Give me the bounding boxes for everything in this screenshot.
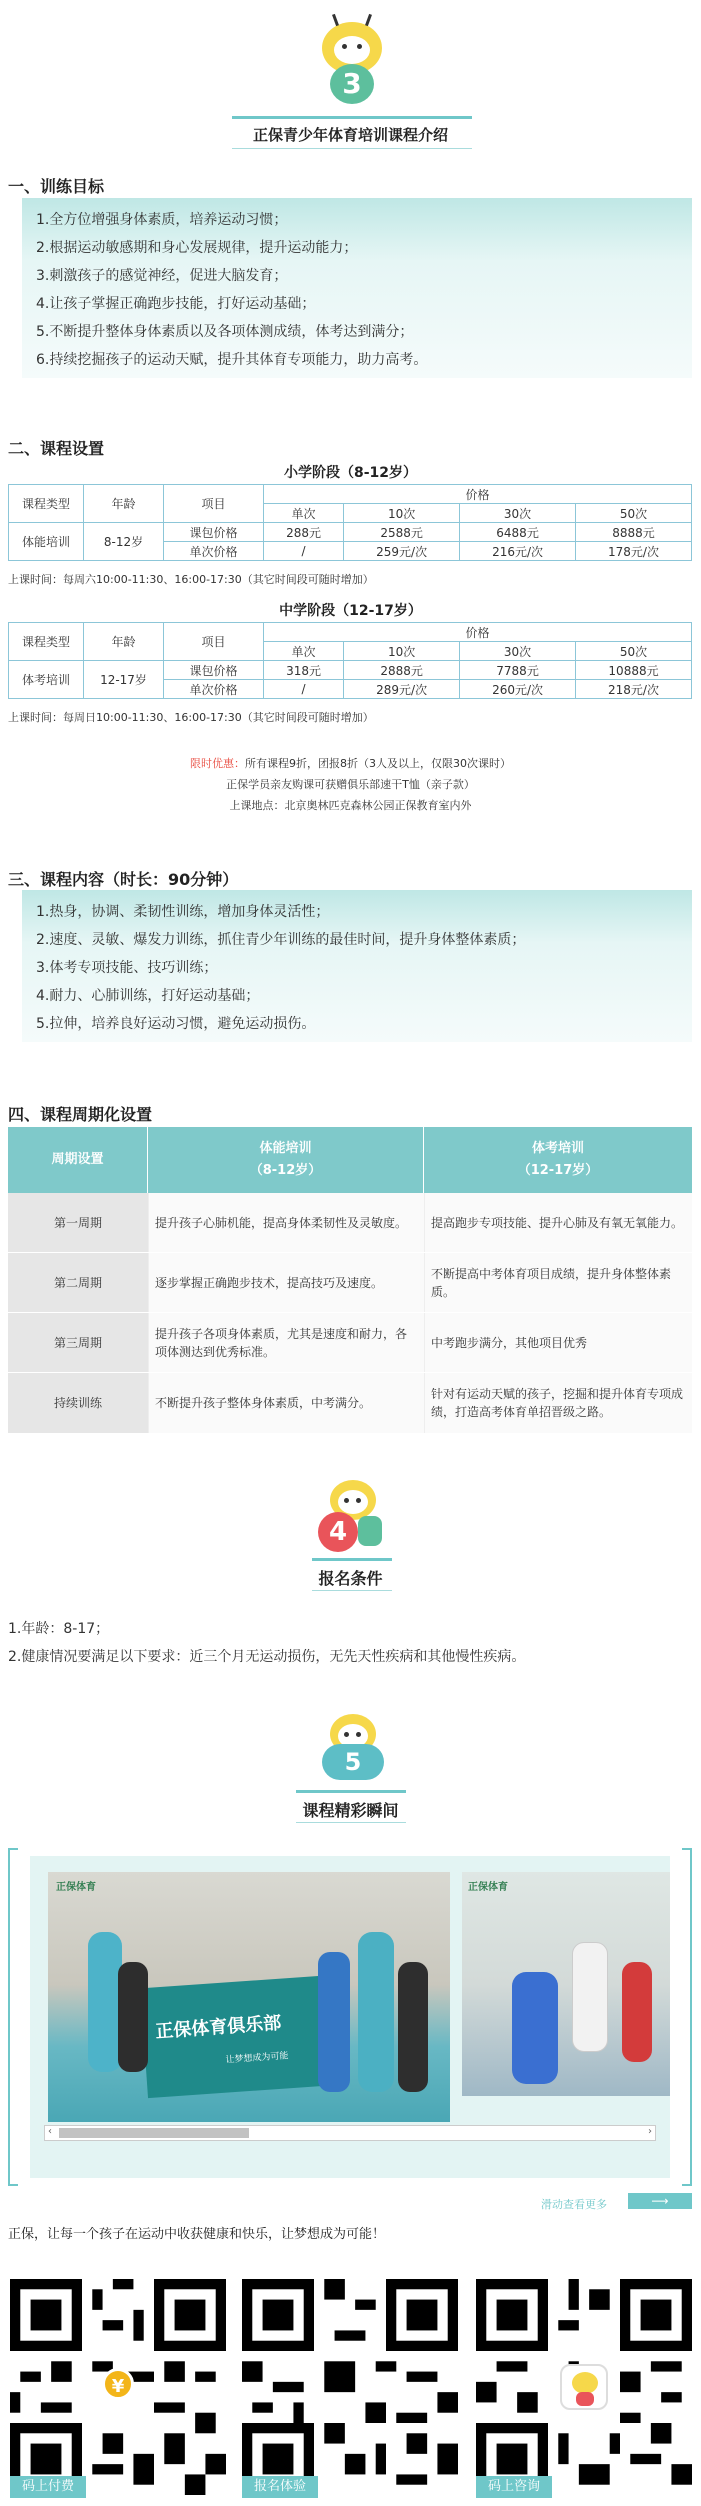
scroll-left-icon[interactable]: ‹ [48,2126,52,2137]
goal-item: 4.让孩子掌握正确跑步技能，打好运动基础； [36,296,316,312]
gallery-title-line [296,1790,406,1793]
banner-text: 正保体育俱乐部 [154,2012,282,2043]
banner-subtext: 让梦想成为可能 [225,2051,289,2066]
scroll-hint: 滑动查看更多 [541,2198,607,2211]
period-name: 第一周期 [8,1193,148,1252]
table-header: 课程类型 [9,485,84,523]
badge-number: 3 [330,64,374,104]
table-header: 10次 [344,504,460,523]
table-cell: 12-17岁 [84,661,164,699]
qr-code-pay[interactable] [10,2278,226,2496]
gallery-photo-2[interactable] [462,1872,670,2096]
table-header: 30次 [460,504,576,523]
table-cell: 6488元 [460,523,576,542]
table-cell: / [264,542,344,561]
period-cell: 中考跑步满分，其他项目优秀 [424,1313,692,1372]
table-cell: 178元/次 [576,542,692,561]
goal-item: 5.不断提升整体身体素质以及各项体测成绩，体考达到满分； [36,324,414,340]
period-cell: 逐步掌握正确跑步技术，提高技巧及速度。 [148,1253,424,1312]
promo-label: 限时优惠： [190,757,245,770]
middle-price-table [8,622,692,699]
middle-stage-title: 中学阶段（12-17岁） [279,603,422,619]
section-heading-courses: 二、课程设置 [8,439,105,458]
table-header: 年龄 [84,623,164,661]
mascot-3-icon [312,14,392,106]
promo-line [0,755,701,771]
primary-class-time: 上课时间：每周六10:00-11:30、16:00-17:30（其它时间段可随时增加） [8,573,374,586]
goal-item: 6.持续挖掘孩子的运动天赋，提升其体育专项能力，助力高考。 [36,352,428,368]
primary-stage-title: 小学阶段（8-12岁） [283,465,418,481]
signup-item: 1.年龄：8-17； [8,1621,110,1637]
table-header: 10次 [344,642,460,661]
period-cell: 不断提高中考体育项目成绩，提升身体整体素质。 [424,1253,692,1312]
content-item: 2.速度、灵敏、爆发力训练，抓住青少年训练的最佳时间，提升身体整体素质； [36,932,526,948]
logo-text: 正保体育 [56,1882,96,1893]
content-item: 1.热身，协调、柔韧性训练，增加身体灵活性； [36,904,330,920]
table-header: 单次 [264,504,344,523]
signup-title: 报名条件 [318,1569,383,1588]
goals-box [22,198,692,378]
badge-number: 4 [318,1512,358,1552]
section-heading-content: 三、课程内容（时长：90分钟） [8,870,239,889]
signup-title-line-bottom [312,1590,392,1591]
table-cell: / [264,680,344,699]
badge-number: 5 [322,1744,384,1780]
primary-price-table [8,484,692,561]
table-header: 项目 [164,623,264,661]
signup-title-line [312,1558,392,1561]
period-head-cell: 体能培训 （8-12岁） [148,1127,424,1193]
table-cell: 259元/次 [344,542,460,561]
location-line: 上课地点：北京奥林匹克森林公园正保教育室内外 [229,799,472,812]
gallery-title-line-bottom [296,1822,406,1823]
content-item: 4.耐力、心肺训练，打好运动基础； [36,988,260,1004]
gallery-title: 课程精彩瞬间 [302,1801,399,1820]
table-cell: 7788元 [460,661,576,680]
qr-pattern [242,2278,458,2496]
table-header: 价格 [264,623,692,642]
table-header: 50次 [576,642,692,661]
period-name: 第二周期 [8,1253,148,1312]
period-cell: 提高跑步专项技能、提升心肺及有氧无氧能力。 [424,1193,692,1252]
mascot-4-icon [316,1476,388,1554]
qr-label-pay: 码上付费 [10,2476,86,2498]
period-cell: 针对有运动天赋的孩子，挖掘和提升体育专项成绩，打造高考体育单招晋级之路。 [424,1373,692,1433]
qr-code-consult[interactable] [476,2278,692,2496]
table-header: 课程类型 [9,623,84,661]
promo-text: 所有课程9折，团报8折（3人及以上，仅限30次课时） [245,757,511,770]
gallery-scrollbar[interactable] [44,2125,656,2141]
period-head-cell: 体考培训 （12-17岁） [424,1127,692,1193]
mascot-logo-icon [560,2364,608,2410]
table-cell: 318元 [264,661,344,680]
period-name: 持续训练 [8,1373,148,1433]
period-head-cell: 周期设置 [8,1127,148,1193]
section-heading-period: 四、课程周期化设置 [8,1105,153,1124]
table-header: 价格 [264,485,692,504]
gift-line: 正保学员亲友购课可获赠俱乐部速干T恤（亲子款） [226,778,475,791]
pay-coin-icon: ¥ [102,2368,134,2400]
table-cell: 260元/次 [460,680,576,699]
table-header: 50次 [576,504,692,523]
table-header: 项目 [164,485,264,523]
page-title: 正保青少年体育培训课程介绍 [252,126,448,144]
table-cell: 10888元 [576,661,692,680]
period-cell: 提升孩子各项身体素质，尤其是速度和耐力，各项体测达到优秀标准。 [148,1313,424,1372]
content-item: 5.拉伸，培养良好运动习惯，避免运动损伤。 [36,1016,316,1032]
mascot-5-icon [318,1710,388,1782]
table-cell: 288元 [264,523,344,542]
period-table [8,1127,692,1433]
table-cell: 216元/次 [460,542,576,561]
period-cell: 不断提升孩子整体身体素质，中考满分。 [148,1373,424,1433]
goal-item: 1.全方位增强身体素质，培养运动习惯； [36,212,288,228]
table-header: 单次 [264,642,344,661]
slogan: 正保，让每一个孩子在运动中收获健康和快乐，让梦想成为可能！ [8,2227,386,2242]
table-header: 30次 [460,642,576,661]
signup-item: 2.健康情况要满足以下要求：近三个月无运动损伤，无先天性疾病和其他慢性疾病。 [8,1649,526,1665]
table-cell: 2888元 [344,661,460,680]
table-cell: 2588元 [344,523,460,542]
title-underline-bottom [232,148,472,149]
qr-label-trial: 报名体验 [242,2476,318,2498]
period-cell: 提升孩子心肺机能，提高身体柔韧性及灵敏度。 [148,1193,424,1252]
period-name: 第三周期 [8,1313,148,1372]
scrollbar-thumb[interactable] [59,2128,249,2138]
table-cell: 8888元 [576,523,692,542]
goal-item: 3.刺激孩子的感觉神经，促进大脑发育； [36,268,288,284]
content-item: 3.体考专项技能、技巧训练； [36,960,218,976]
section-heading-goals: 一、训练目标 [8,177,105,196]
table-cell: 单次价格 [164,680,264,699]
table-header: 年龄 [84,485,164,523]
qr-code-trial[interactable] [242,2278,458,2496]
club-banner [140,1976,327,2098]
table-cell: 8-12岁 [84,523,164,561]
goal-item: 2.根据运动敏感期和身心发展规律，提升运动能力； [36,240,358,256]
table-cell: 单次价格 [164,542,264,561]
table-cell: 课包价格 [164,523,264,542]
middle-class-time: 上课时间：每周日10:00-11:30、16:00-17:30（其它时间段可随时增加） [8,711,374,724]
table-cell: 体能培训 [9,523,84,561]
table-cell: 课包价格 [164,661,264,680]
table-cell: 体考培训 [9,661,84,699]
title-underline-top [232,116,472,119]
gallery-photo-1[interactable] [48,1872,450,2122]
scroll-right-icon[interactable]: › [648,2126,652,2137]
table-cell: 289元/次 [344,680,460,699]
scroll-more-arrow-icon[interactable]: ⟶ [628,2193,692,2209]
logo-text: 正保体育 [468,1882,508,1893]
qr-label-consult: 码上咨询 [476,2476,552,2498]
table-cell: 218元/次 [576,680,692,699]
content-box [22,890,692,1042]
